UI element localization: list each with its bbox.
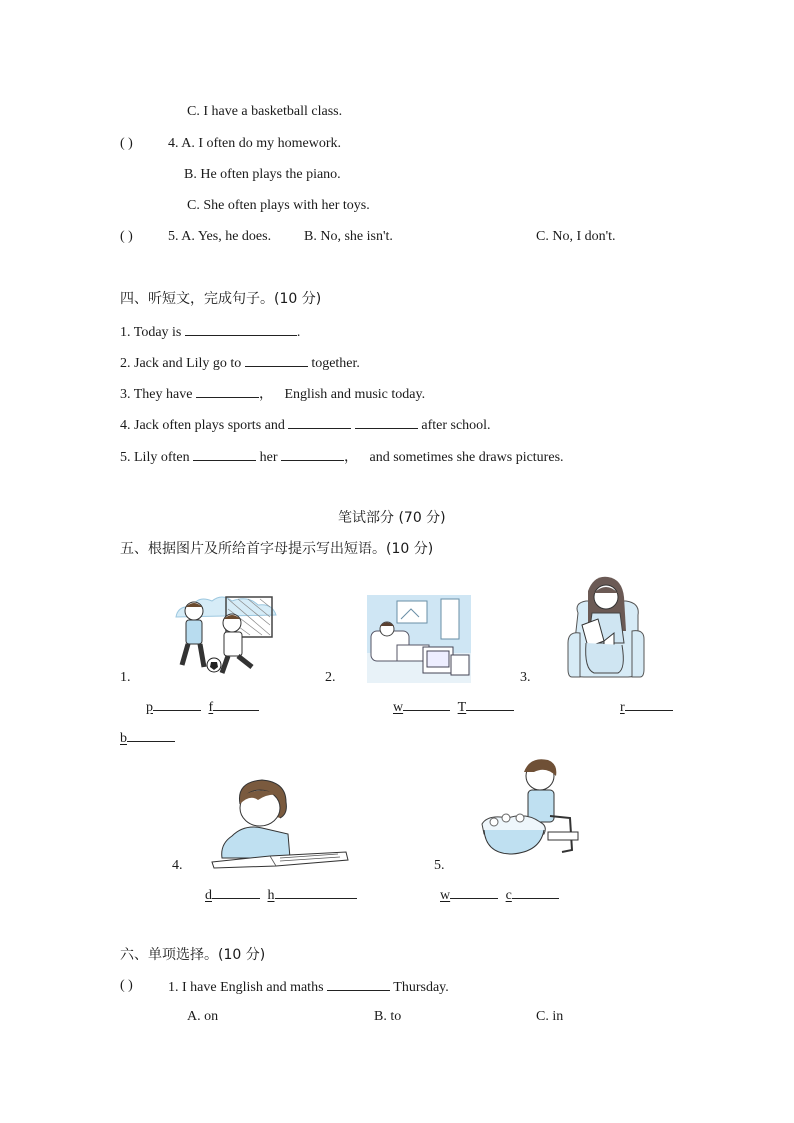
q4-option-b: B. He often plays the piano. xyxy=(184,167,341,182)
item-number: 1. xyxy=(120,670,131,685)
answer-paren[interactable]: ( ) xyxy=(120,136,133,151)
part4-sentence-1: 1. Today is . xyxy=(120,325,301,340)
q3-option-c: C. I have a basketball class. xyxy=(187,104,343,119)
q5-option-c: C. No, I don't. xyxy=(536,229,616,244)
part4-sentence-5: 5. Lily often her ， and sometimes she draws pictures. xyxy=(120,450,564,465)
answer-blank[interactable] xyxy=(403,698,450,711)
answer-paren[interactable]: ( ) xyxy=(120,978,133,993)
boys-playing-football-icon xyxy=(168,587,280,679)
q5-option-a: 5. A. Yes, he does. xyxy=(168,229,272,244)
item-number: 3. xyxy=(520,670,531,685)
part6-question-1: 1. I have English and maths Thursday. xyxy=(168,980,449,995)
answer-blank[interactable] xyxy=(213,698,259,711)
answer-blank[interactable] xyxy=(275,886,357,899)
answer-paren[interactable]: ( ) xyxy=(120,229,133,244)
answer-blank[interactable] xyxy=(212,886,260,899)
part4-heading: 四、听短文，完成句子。(10 分) xyxy=(120,291,322,307)
answer-blank[interactable] xyxy=(450,886,498,899)
answer-blank[interactable] xyxy=(512,886,559,899)
answer-blank[interactable] xyxy=(466,698,514,711)
q4-option-c: C. She often plays with her toys. xyxy=(187,198,370,213)
q4-option-a: 4. A. I often do my homework. xyxy=(168,136,342,151)
option-b[interactable]: B. to xyxy=(374,1009,402,1024)
part4-sentence-3: 3. They have ， English and music today. xyxy=(120,387,426,402)
answer-blank[interactable] xyxy=(193,448,256,461)
option-a[interactable]: A. on xyxy=(187,1009,219,1024)
answer-hint-line: r xyxy=(620,698,673,716)
part5-heading: 五、根据图片及所给首字母提示写出短语。(10 分) xyxy=(120,541,434,557)
part4-sentence-2: 2. Jack and Lily go to together. xyxy=(120,356,360,371)
girl-reading-book-icon xyxy=(564,573,648,683)
watching-tv-icon xyxy=(367,595,471,683)
answer-hint-line: w c xyxy=(440,886,559,904)
part4-sentence-4: 4. Jack often plays sports and after school. xyxy=(120,418,491,433)
q5-option-b: B. No, she isn't. xyxy=(304,229,393,244)
boy-washing-clothes-icon xyxy=(478,756,586,870)
item-number: 4. xyxy=(172,858,183,873)
answer-blank[interactable] xyxy=(196,385,259,398)
item-number: 5. xyxy=(434,858,445,873)
option-c[interactable]: C. in xyxy=(536,1009,564,1024)
answer-hint-line: d h xyxy=(205,886,357,904)
answer-blank[interactable] xyxy=(127,729,175,742)
answer-blank[interactable] xyxy=(153,698,201,711)
written-section-title: 笔试部分 (70 分) xyxy=(338,510,446,526)
part6-heading: 六、单项选择。(10 分) xyxy=(120,947,266,963)
answer-hint-line: p f xyxy=(146,698,259,716)
answer-blank[interactable] xyxy=(355,416,418,429)
answer-blank[interactable] xyxy=(185,323,297,336)
answer-hint-line: b xyxy=(120,729,175,747)
answer-blank[interactable] xyxy=(327,978,390,991)
answer-hint-line: w T xyxy=(393,698,514,716)
answer-blank[interactable] xyxy=(625,698,673,711)
answer-blank[interactable] xyxy=(245,354,308,367)
answer-blank[interactable] xyxy=(281,448,344,461)
answer-blank[interactable] xyxy=(288,416,351,429)
item-number: 2. xyxy=(325,670,336,685)
boy-doing-homework-icon xyxy=(210,774,350,870)
